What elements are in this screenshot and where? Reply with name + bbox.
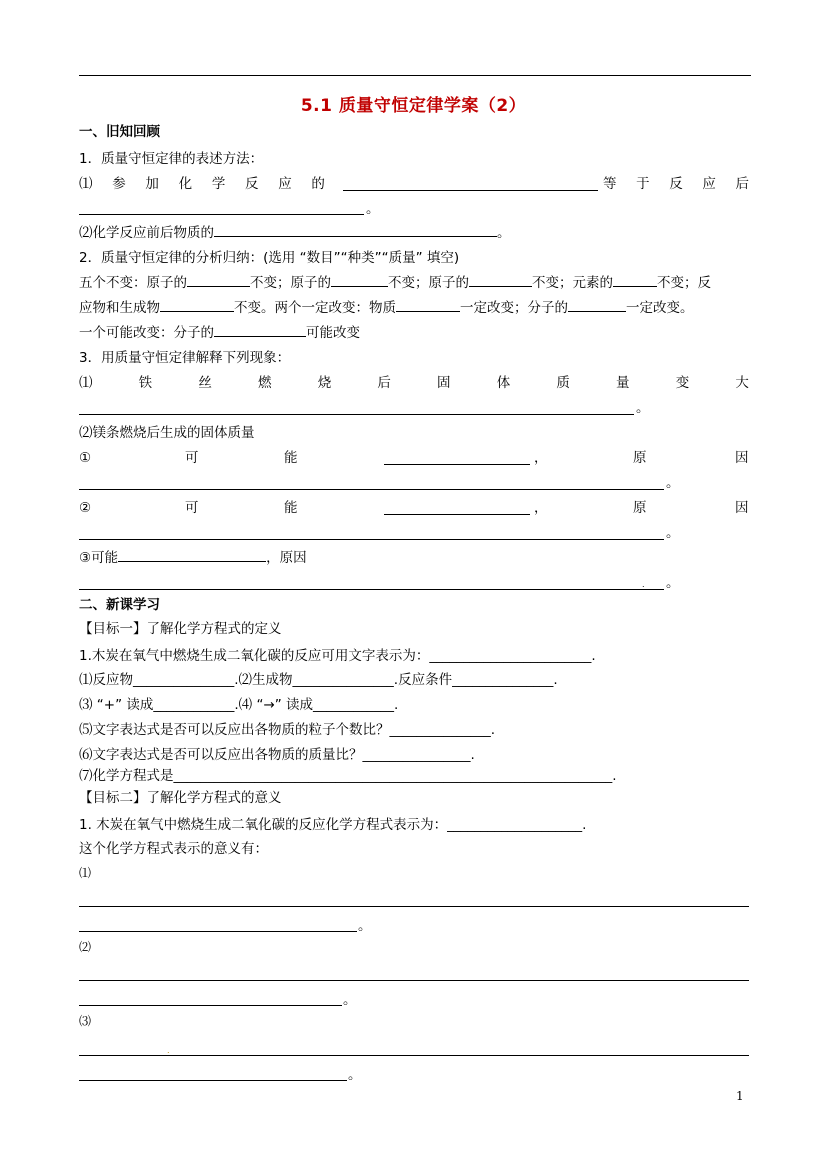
text: ，	[534, 500, 548, 516]
char: 丝	[198, 375, 212, 391]
answer-blank[interactable]	[79, 906, 749, 907]
question-2-line-1	[79, 274, 711, 292]
text: 应物和生成物	[79, 300, 160, 316]
char: 量	[616, 375, 630, 391]
char: 化	[178, 176, 193, 192]
char: 大	[735, 375, 749, 391]
goal-1-question-1: 1.木炭在氧气中燃烧生成二氧化碳的反应可用文字表示为：________________________.	[79, 648, 596, 664]
char: 燃	[258, 375, 272, 391]
char: 后	[377, 375, 391, 391]
question-1-2	[79, 224, 511, 242]
answer-blank[interactable]	[79, 414, 634, 415]
answer-blank[interactable]	[79, 214, 364, 215]
question-3-1	[79, 374, 749, 392]
question-1-2-text: ⑵化学反应前后物质的	[79, 225, 214, 241]
meaning-3-marker: ⑶	[79, 1014, 92, 1028]
goal-2-question-1: 1. 木炭在氧气中燃烧生成二氧化碳的反应化学方程式表示为：____________________.	[79, 817, 587, 833]
answer-blank[interactable]	[79, 1055, 749, 1056]
text: 不变；反	[657, 275, 711, 291]
question-1-1-tail	[603, 175, 749, 193]
question-1: 1．质量守恒定律的表述方法：	[79, 151, 264, 167]
char: 学	[211, 176, 226, 192]
page-title: 5.1 质量守恒定律学案（2）	[300, 96, 527, 116]
question-3: 3．用质量守恒定律解释下列现象：	[79, 350, 291, 366]
answer-blank[interactable]	[331, 274, 388, 287]
text: 一定改变。	[626, 300, 694, 316]
period: 。	[358, 918, 372, 934]
answer-blank[interactable]	[79, 1080, 347, 1081]
answer-blank[interactable]	[79, 931, 357, 932]
page-number: 1	[736, 1089, 744, 1103]
answer-blank[interactable]	[214, 224, 497, 237]
char: 变	[675, 375, 690, 391]
stray-mark: .	[642, 580, 645, 589]
answer-blank[interactable]	[396, 299, 460, 312]
char: 固	[437, 375, 451, 391]
period: 。	[343, 992, 357, 1008]
goal-2-question-2: 这个化学方程式表示的意义有：	[79, 841, 268, 857]
answer-blank[interactable]	[568, 299, 626, 312]
goal-1: 【目标一】了解化学方程式的定义	[79, 621, 282, 637]
goal-1-line-4: ⑸文字表达式是否可以反应出各物质的粒子个数比？_______________.	[79, 722, 496, 738]
char: 烧	[317, 375, 332, 391]
period: 。	[666, 475, 680, 491]
answer-blank[interactable]	[384, 452, 530, 465]
period: 。	[348, 1067, 362, 1083]
answer-blank[interactable]	[214, 324, 306, 337]
text: 因	[735, 500, 749, 516]
question-2-line-3	[79, 324, 360, 342]
answer-blank[interactable]	[79, 489, 664, 490]
text: 可能改变	[306, 325, 360, 341]
period: 。	[497, 225, 511, 241]
answer-blank[interactable]	[118, 549, 266, 562]
goal-1-line-6: ⑺化学方程式是_________________________________________________________________.	[79, 768, 617, 784]
char: 体	[496, 375, 511, 391]
goal-1-line-3: ⑶ “+” 读成____________.⑷ “→” 读成____________.	[79, 697, 399, 713]
period: 。	[666, 525, 680, 541]
section-heading-new-lesson: 二、新课学习	[79, 597, 160, 613]
text: 原	[633, 500, 647, 516]
char: 后	[735, 176, 749, 192]
text: 可	[185, 450, 199, 466]
section-heading-review: 一、旧知回顾	[79, 124, 160, 140]
option-3	[79, 549, 307, 567]
char: 反	[669, 176, 683, 192]
answer-blank[interactable]	[160, 299, 234, 312]
char: ⑴	[79, 176, 93, 192]
char: ⑴	[79, 375, 93, 391]
char: 铁	[138, 375, 153, 391]
period: 。	[666, 575, 680, 591]
text: 原	[633, 450, 647, 466]
answer-blank[interactable]	[79, 1005, 342, 1006]
stray-mark: .	[167, 1046, 170, 1055]
option-marker: ②	[79, 500, 92, 516]
answer-blank[interactable]	[79, 980, 749, 981]
question-3-2: ⑵镁条燃烧后生成的固体质量	[79, 425, 255, 441]
answer-blank[interactable]	[187, 274, 250, 287]
goal-1-line-2: ⑴反应物_______________.⑵生成物_______________.反应条件_______________.	[79, 672, 558, 688]
char: 应	[278, 176, 292, 192]
text: 不变；原子的	[388, 275, 469, 291]
header-rule	[79, 75, 751, 76]
question-2: 2．质量守恒定律的分析归纳：(选用 “数目”“种类”“质量” 填空)	[79, 250, 460, 266]
char: 反	[245, 176, 259, 192]
answer-blank[interactable]	[79, 589, 664, 590]
period: 。	[636, 400, 650, 416]
answer-blank[interactable]	[384, 502, 530, 515]
text: 不变；元素的	[532, 275, 613, 291]
goal-1-line-5: ⑹文字表达式是否可以反应出各物质的质量比？________________.	[79, 747, 475, 763]
question-1-1-lead	[79, 175, 325, 193]
text: 不变；原子的	[250, 275, 331, 291]
text: ，	[534, 450, 548, 466]
char: 质	[556, 375, 570, 391]
char: 于	[636, 176, 650, 192]
text: 不变。两个一定改变：物质	[234, 300, 396, 316]
char: 参	[112, 176, 126, 192]
text: 能	[284, 500, 298, 516]
answer-blank[interactable]	[469, 274, 532, 287]
answer-blank[interactable]	[79, 539, 664, 540]
text: 能	[284, 450, 298, 466]
char: 的	[311, 176, 325, 192]
text: ，原因	[266, 550, 307, 566]
period: 。	[366, 201, 380, 217]
answer-blank[interactable]	[613, 274, 657, 287]
answer-blank[interactable]	[343, 178, 598, 191]
text: 一定改变；分子的	[460, 300, 568, 316]
char: 等	[603, 176, 617, 192]
meaning-2-marker: ⑵	[79, 940, 92, 954]
text: 一个可能改变：分子的	[79, 325, 214, 341]
char: 加	[145, 176, 159, 192]
question-2-line-2	[79, 299, 694, 317]
meaning-1-marker: ⑴	[79, 866, 92, 880]
text: 五个不变：原子的	[79, 275, 187, 291]
option-marker: ①	[79, 450, 92, 466]
text: 可	[185, 500, 199, 516]
text: 因	[735, 450, 749, 466]
text: ③可能	[79, 550, 119, 566]
goal-2: 【目标二】了解化学方程式的意义	[79, 790, 282, 806]
char: 应	[702, 176, 716, 192]
